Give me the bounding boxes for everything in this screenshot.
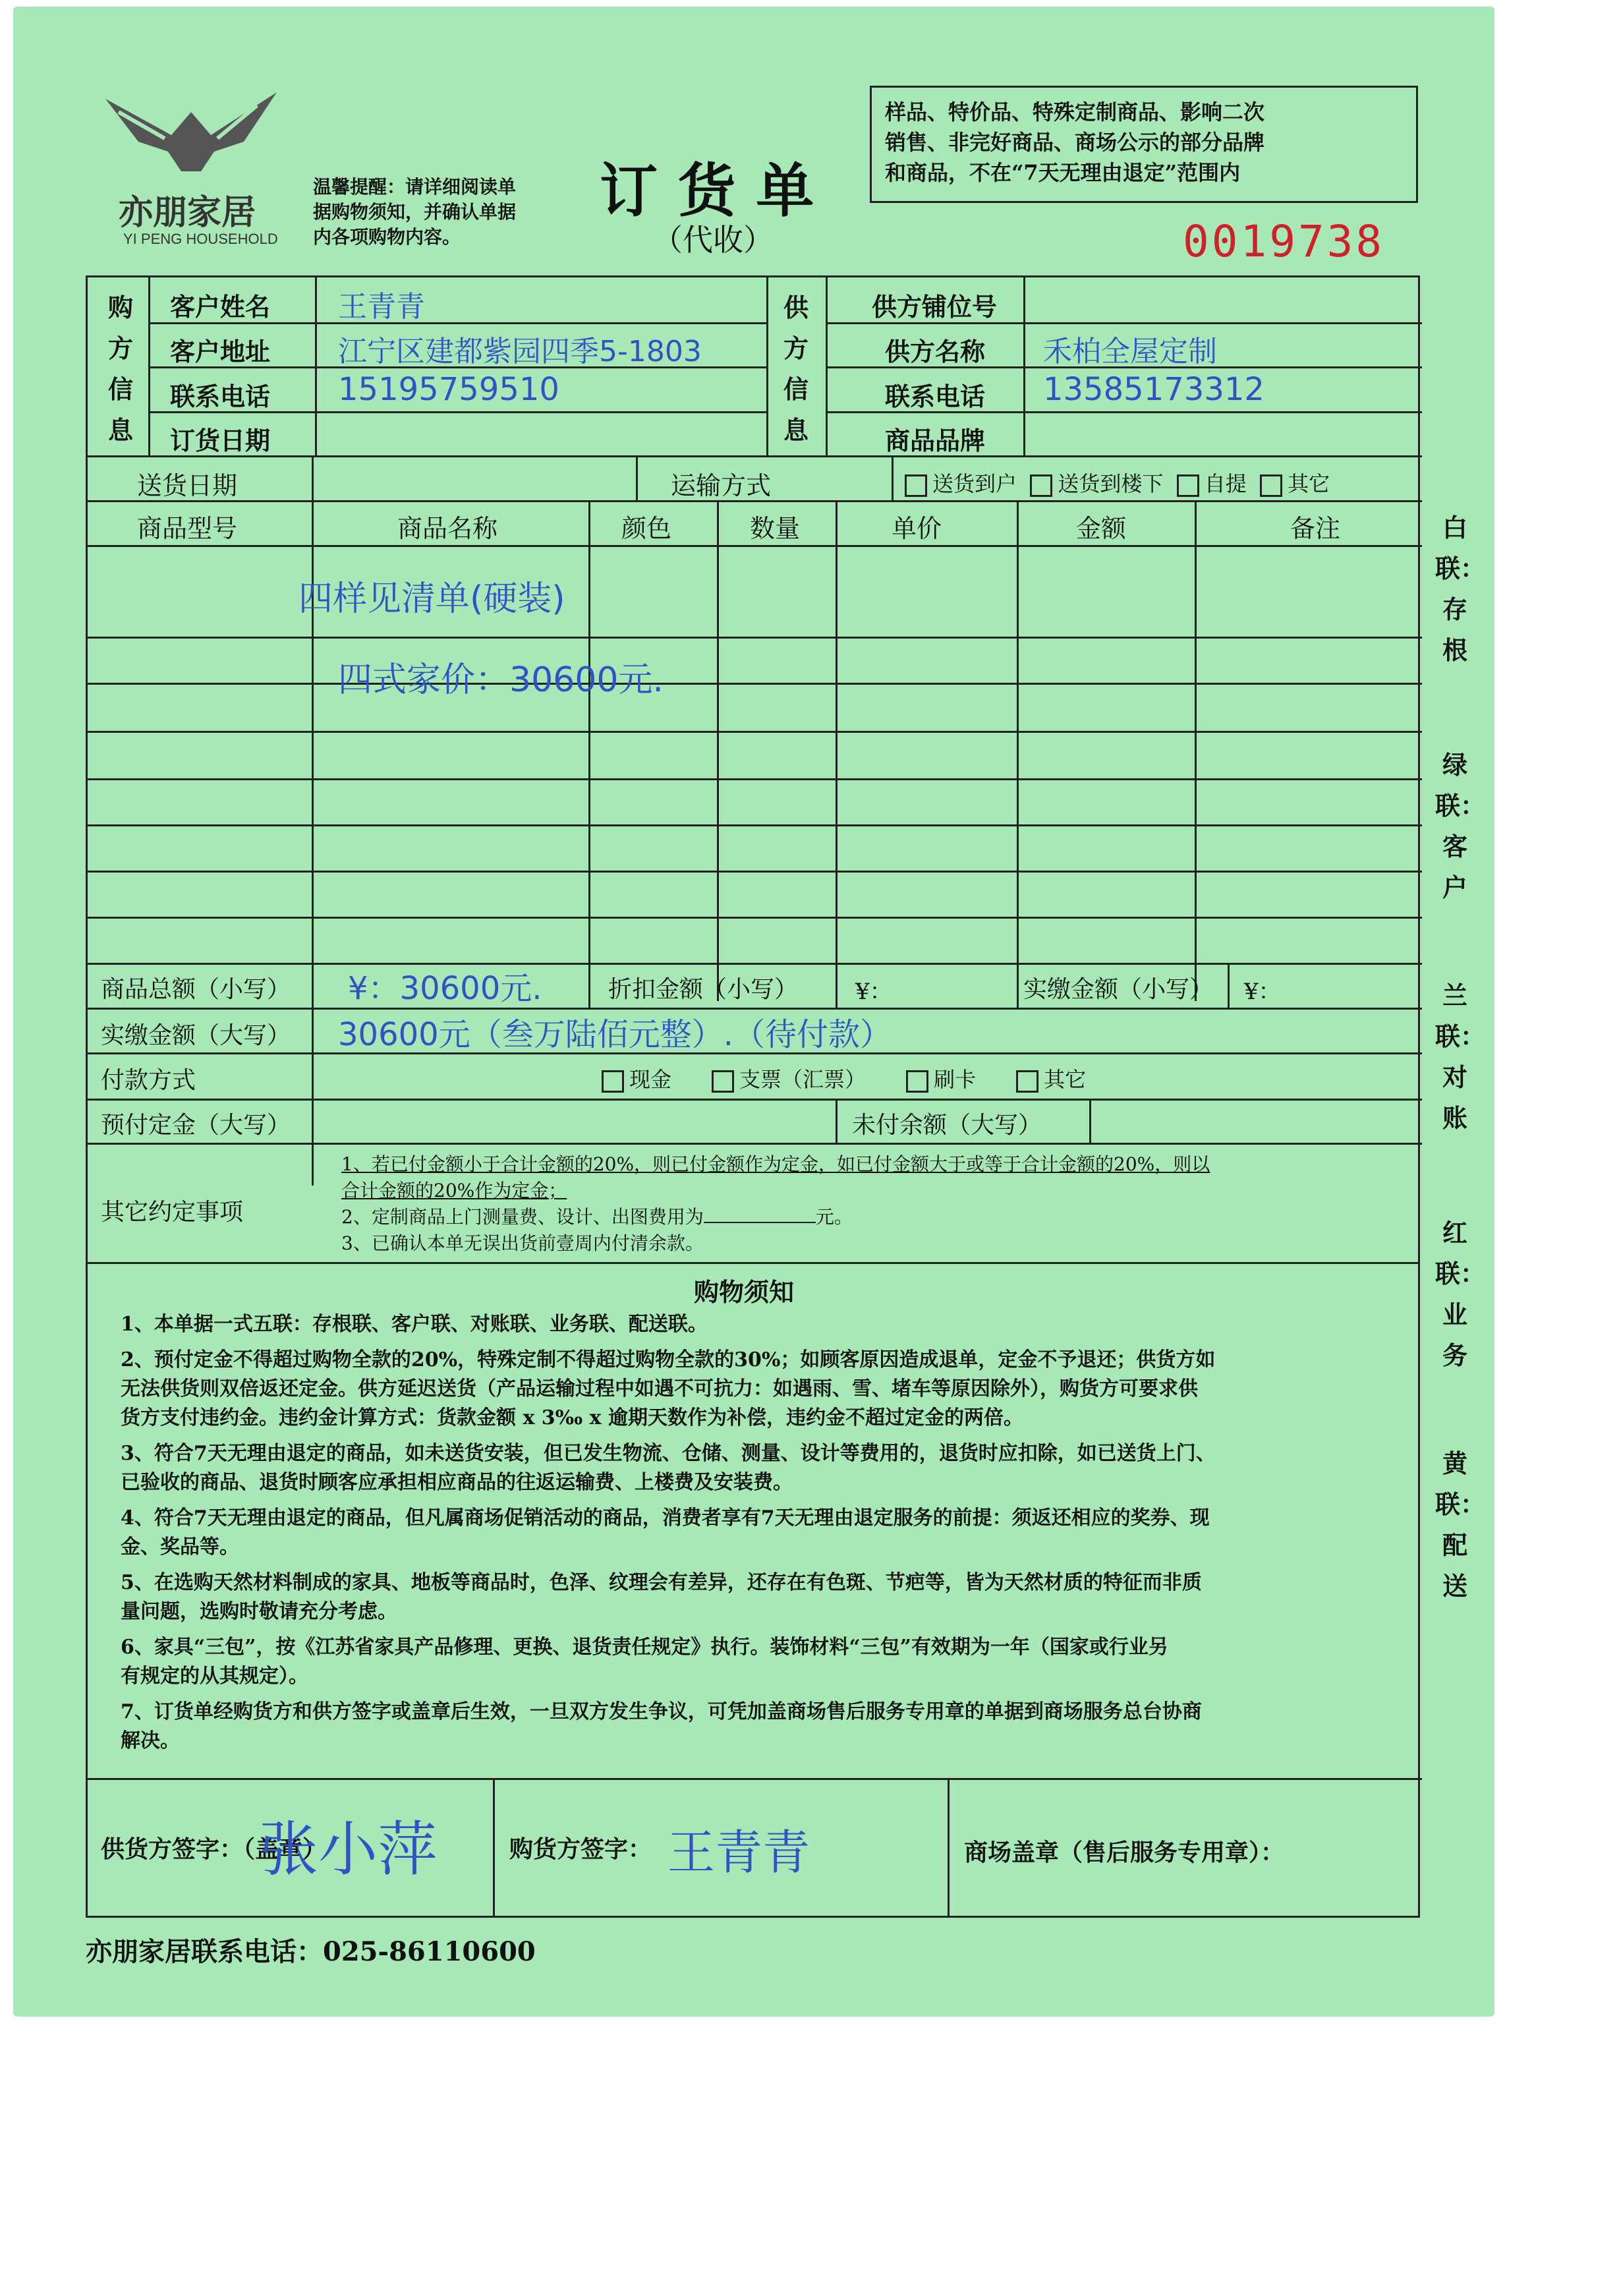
footer-phone: 亦朋家居联系电话：025-86110600 [86, 1936, 536, 1967]
col-unit-price: 单价 [892, 514, 942, 543]
customer-name-label: 客户姓名 [170, 292, 271, 322]
transport-options [905, 467, 1330, 498]
option-self-pickup[interactable]: 自提 [1177, 471, 1247, 496]
checkbox-icon[interactable] [1030, 474, 1052, 497]
supplier-phone-label: 联系电话 [885, 382, 986, 411]
order-date-label: 订货日期 [170, 426, 271, 455]
copy-label-yellow: 黄联：配送 [1435, 1449, 1486, 1601]
copy-label-blue: 兰联：对账 [1435, 981, 1486, 1133]
buyer-section-label: 购方信息 [107, 293, 133, 445]
buyer-signature-label: 购货方签字： [509, 1835, 652, 1863]
brand-name-en: YI PENG HOUSEHOLD [123, 231, 278, 247]
paid-capital-label: 实缴金额（大写） [101, 1022, 291, 1049]
item-line-1[interactable]: 四样见清单(硬装) [298, 579, 565, 619]
delivery-date-label: 送货日期 [137, 471, 238, 500]
order-form-sheet [13, 7, 1494, 2017]
customer-address-value[interactable]: 江宁区建都紫园四季5-1803 [338, 335, 702, 368]
option-check[interactable]: 支票（汇票） [712, 1067, 866, 1092]
col-amount: 金额 [1076, 514, 1127, 543]
supplier-name-label: 供方名称 [885, 337, 986, 366]
instructions-body: 1、本单据一式五联：存根联、客户联、对账联、业务联、配送联。 2、预付定金不得超过购物全款的20%，特殊定制不得超过购物全款的30%；如顾客原因造成退单，定金不予退还；供货方如 无法供货则双倍返还定金。供方延迟送货（产品运输过程中如遇不可抗力：如遇雨、雪、堵车等原因除外），购货方可要求供 货方支付违约金。违约金计算方式：货款金额 x 3‰ x 逾期天数作为补偿，违约金不超过定金的两倍。 3、符合7天无理由退定的商品，如未送货安装，但已发生物流、仓储、测量、设计等费用的，退货时应扣除，如已送货上门、 已验收的商品、退货时顾客应承担相应商品的往返运输费、上楼费及安装费。 4、符合7天无理由退定的商品，但凡属商场促销活动的商品，消费者享有7天无理由退定服务的前提：须返还相应的奖券、现 金、奖品等。 5、在选购天然材料制成的家具、地板等商品时，色泽、纹理会有差异，还存在有色斑、节疤等，皆为天然材质的特征而非质 量问题，选购时敬请充分考虑。 6、家具“三包”，按《江苏省家具产品修理、更换、退货责任规定》执行。装饰材料“三包”有效期为一年（国家或行业另 有规定的从其规定）。 7、订货单经购货方和供方签字或盖章后生效，一旦双方发生争议，可凭加盖商场售后服务专用章的单据到商场服务总台协商 解决。 [121, 1313, 1216, 1752]
checkbox-icon[interactable] [1260, 474, 1282, 497]
col-remarks: 备注 [1290, 514, 1341, 543]
option-other-transport[interactable]: 其它 [1260, 471, 1330, 496]
serial-number: 0019738 [1183, 216, 1385, 267]
supplier-name-value[interactable]: 禾柏全屋定制 [1043, 335, 1217, 368]
discount-label: 折扣金额（小写） [608, 976, 799, 1003]
customer-phone-label: 联系电话 [170, 382, 271, 411]
terms-label: 其它约定事项 [101, 1199, 244, 1226]
option-cash[interactable]: 现金 [602, 1067, 671, 1092]
col-quantity: 数量 [750, 514, 801, 543]
col-product-name: 商品名称 [397, 514, 498, 543]
supplier-phone-value[interactable]: 13585173312 [1043, 371, 1264, 408]
col-model: 商品型号 [137, 514, 238, 543]
option-downstairs-delivery[interactable]: 送货到楼下 [1030, 471, 1163, 496]
discount-value[interactable]: ¥： [855, 979, 892, 1005]
checkbox-icon[interactable] [1016, 1070, 1038, 1093]
page-title: 订 货 单 [600, 156, 814, 225]
payment-options [602, 1063, 1086, 1093]
unpaid-balance-label: 未付余额（大写） [852, 1112, 1042, 1139]
supplier-signature-label: 供货方签字：（盖章） [101, 1835, 327, 1863]
order-table [86, 275, 1420, 1264]
checkbox-icon[interactable] [906, 1070, 928, 1093]
brand-name: 亦朋家居 [119, 193, 256, 233]
supplier-signature[interactable]: 张小萍 [259, 1815, 437, 1884]
supplier-stall-label: 供方铺位号 [872, 292, 998, 322]
option-other-payment[interactable]: 其它 [1016, 1067, 1086, 1092]
instructions-section [86, 1264, 1420, 1918]
mall-stamp-label: 商场盖章（售后服务专用章）： [964, 1839, 1285, 1866]
page-subtitle: （代收） [652, 222, 774, 258]
terms-text: 1、若已付金额小于合计金额的20%，则已付金额作为定金，如已付金额大于或等于合计金额的20%，则以 合计金额的20%作为定金； 2、定制商品上门测量费、设计、出图费用为 元。 3、已确认本单无误出货前壹周内付清余款。 [341, 1153, 1210, 1254]
exclusion-notice: 样品、特价品、特殊定制商品、影响二次 销售、非完好商品、商场公示的部分品牌 和商品，不在“7天无理由退定”范围内 [870, 86, 1418, 203]
checkbox-icon[interactable] [1177, 474, 1199, 497]
actual-amount-value[interactable]: ¥： [1244, 979, 1281, 1005]
total-amount-label: 商品总额（小写） [101, 976, 291, 1003]
paid-capital-value[interactable]: 30600元（叁万陆佰元整）.（待付款） [338, 1016, 892, 1053]
option-card[interactable]: 刷卡 [906, 1067, 976, 1092]
actual-amount-label: 实缴金额（小写） [1023, 976, 1214, 1003]
deposit-label: 预付定金（大写） [101, 1112, 291, 1139]
copy-label-red: 红联：业务 [1435, 1218, 1486, 1370]
supplier-section-label: 供方信息 [783, 293, 809, 445]
checkbox-icon[interactable] [712, 1070, 734, 1093]
option-door-delivery[interactable]: 送货到户 [905, 471, 1017, 496]
product-brand-label: 商品品牌 [885, 426, 986, 455]
instructions-title: 购物须知 [694, 1277, 795, 1307]
copy-label-green: 绿联：客户 [1435, 750, 1486, 902]
col-color: 颜色 [621, 514, 672, 543]
total-amount-value[interactable]: ¥：30600元. [348, 970, 542, 1007]
buyer-signature[interactable]: 王青青 [667, 1825, 810, 1880]
checkbox-icon[interactable] [602, 1070, 624, 1093]
copy-label-white: 白联：存根 [1435, 513, 1486, 665]
customer-address-label: 客户地址 [170, 337, 271, 366]
item-line-2[interactable]: 四式家价：30600元. [338, 660, 664, 700]
transport-label: 运输方式 [671, 471, 772, 500]
checkbox-icon[interactable] [905, 474, 927, 497]
customer-name-value[interactable]: 王青青 [338, 290, 425, 324]
tip-text: 温馨提醒：请详细阅读单 据购物须知，并确认单据 内各项购物内容。 [313, 176, 517, 248]
customer-phone-value[interactable]: 15195759510 [338, 371, 559, 408]
payment-method-label: 付款方式 [101, 1067, 196, 1094]
eagle-logo-icon [92, 72, 290, 185]
